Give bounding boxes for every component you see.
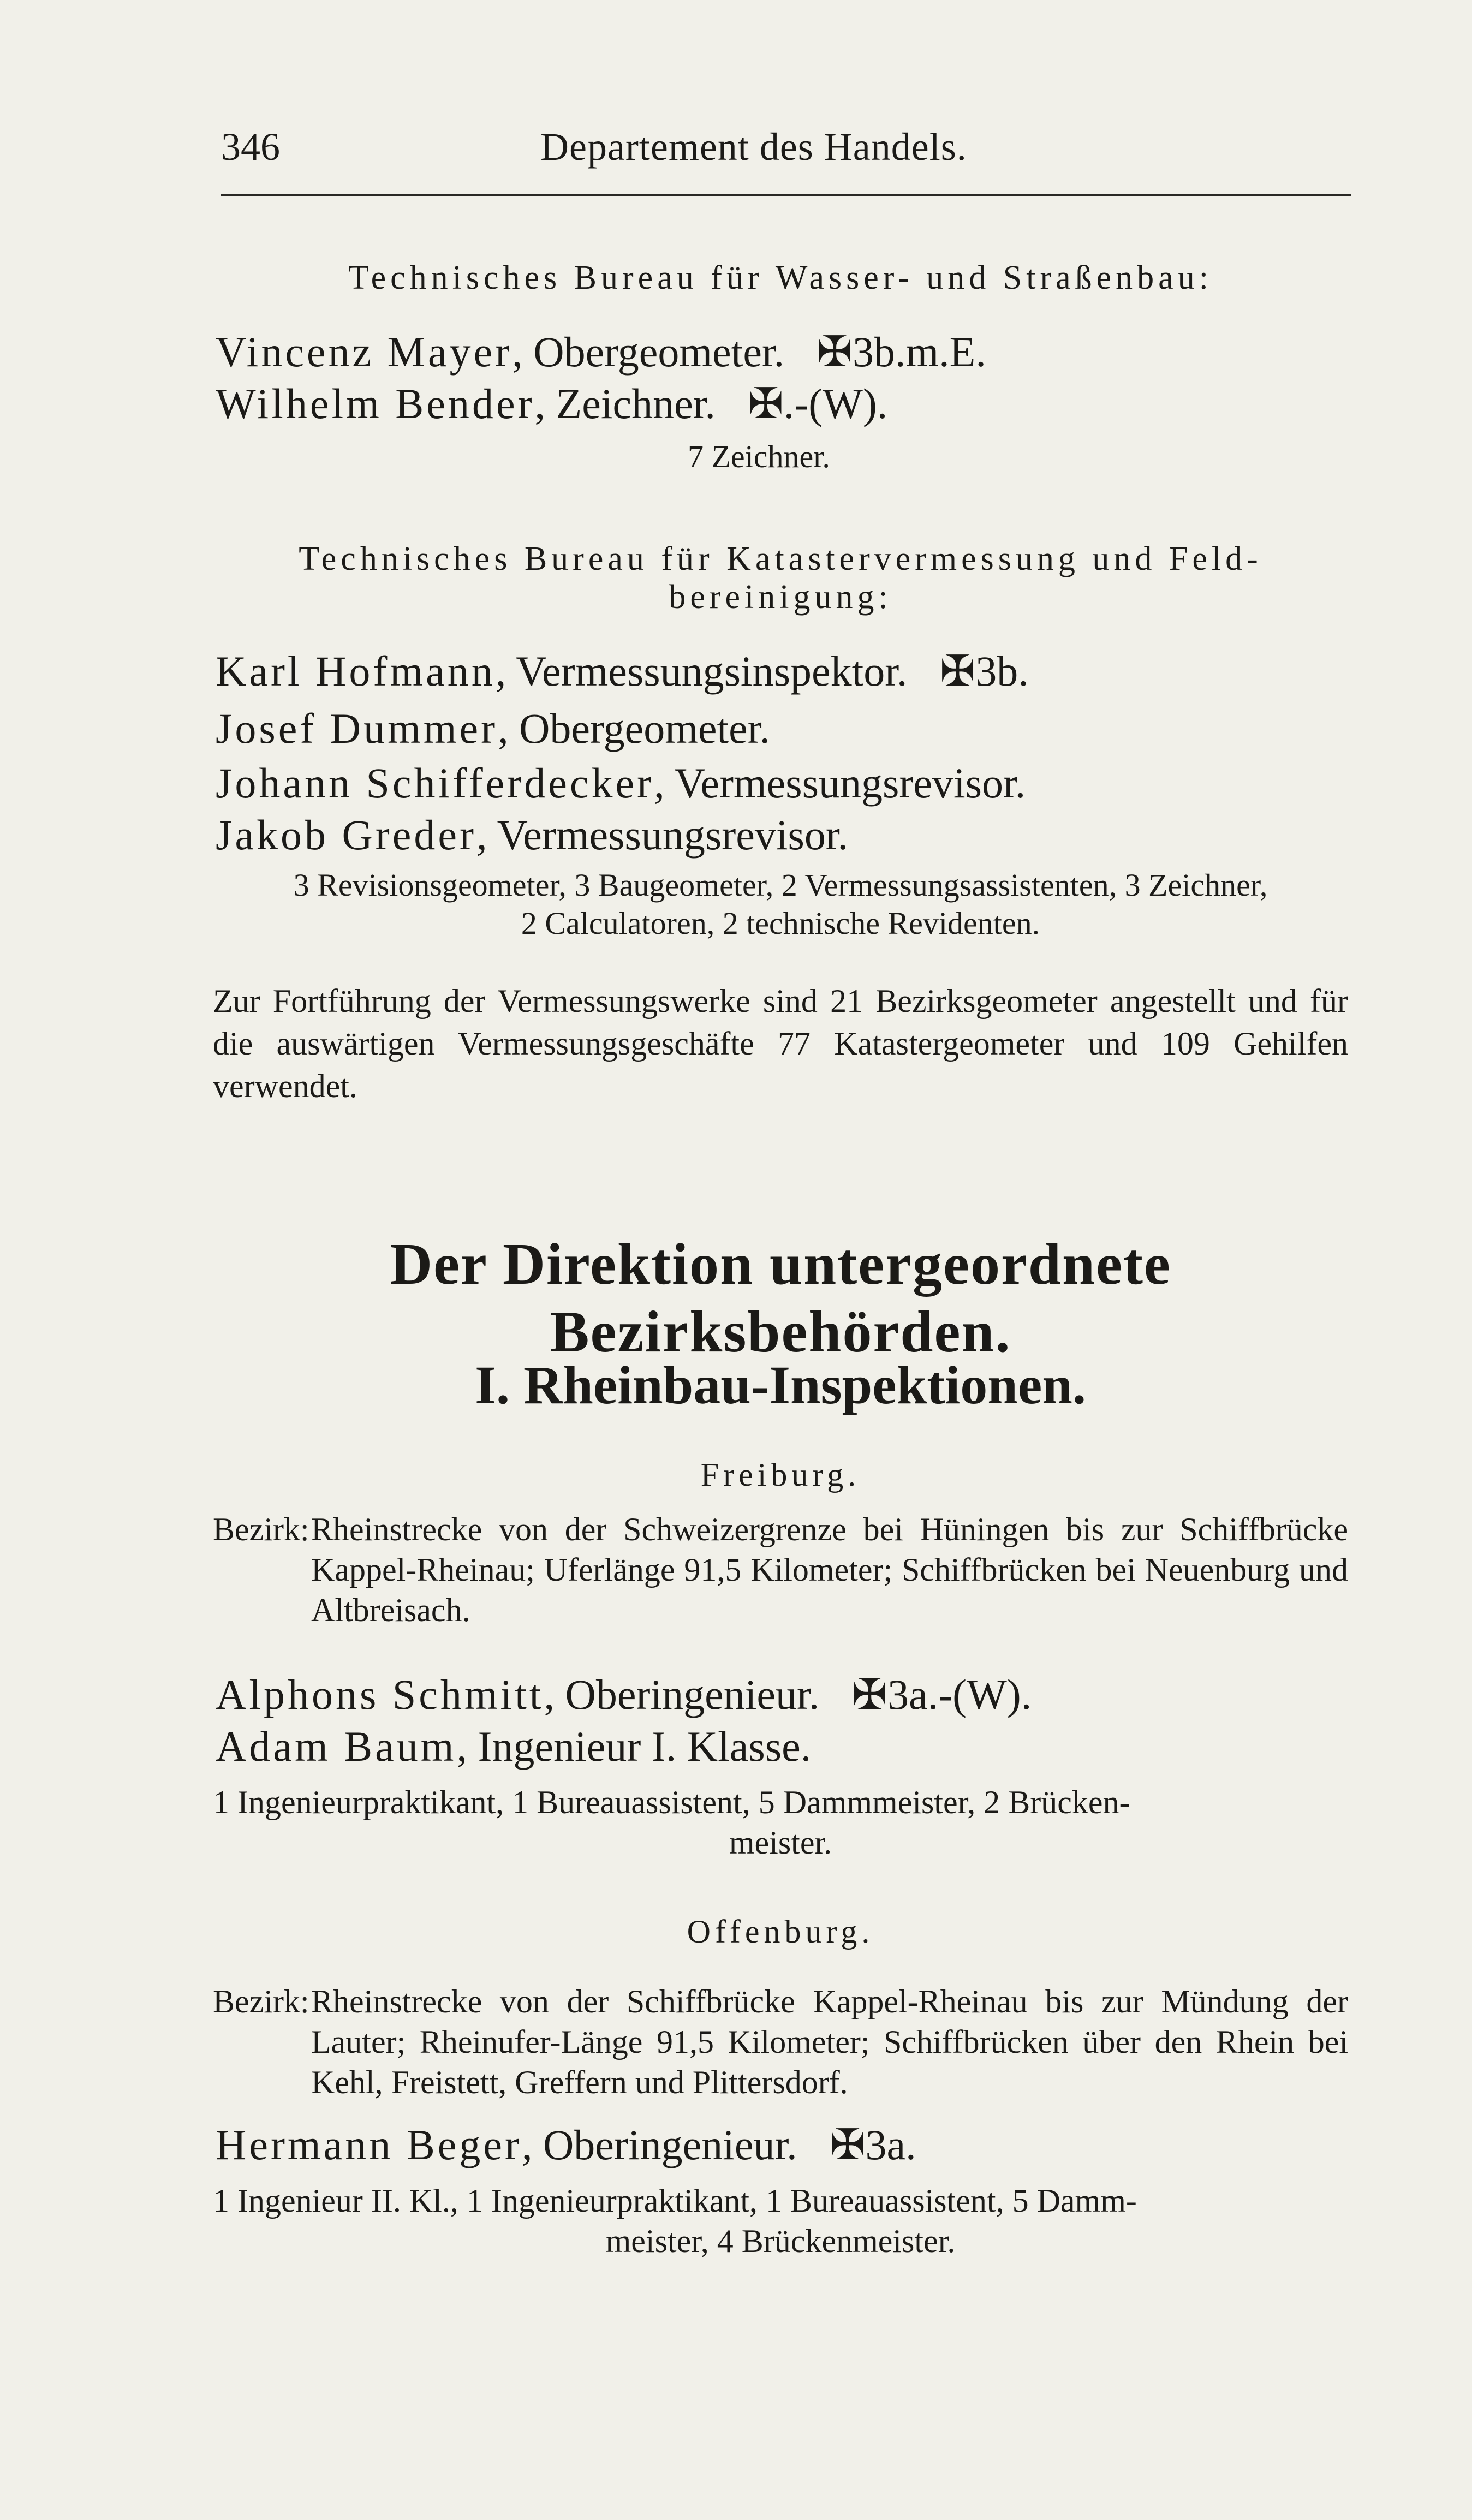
person-name: Vincenz Mayer	[216, 328, 512, 376]
person-title: , Oberingenieur.	[544, 1671, 820, 1718]
staff-list-line1: 3 Revisionsgeometer, 3 Baugeometer, 2 Vermessungsassistenten, 3 Zeichner,	[293, 867, 1268, 903]
subtitle: I. Rheinbau-Inspektionen.	[475, 1355, 1086, 1415]
decoration-label: ✠3a.-(W).	[851, 1671, 1032, 1718]
page-number: 346	[221, 125, 280, 169]
person-name: Alphons Schmitt	[216, 1671, 544, 1718]
staff-list	[213, 2181, 1348, 2261]
person-name: Adam Baum	[216, 1723, 457, 1770]
person-name: Johann Schifferdecker	[216, 759, 654, 807]
running-head: Departement des Handels.	[540, 125, 967, 169]
staff-list-line1: 1 Ingenieur II. Kl., 1 Ingenieurpraktikant, 1 Bureauassistent, 5 Damm-	[213, 2183, 1137, 2219]
bezirk-text: Rheinstrecke von der Schweizergrenze bei Hüningen bis zur Schiffbrücke Kappel-Rheinau; Uferlänge 91,5 Kilometer; Schiffbrücken bei Neuenburg und Altbreisach.	[311, 1511, 1348, 1628]
person-title: , Oberingenieur.	[521, 2121, 797, 2168]
decoration-label: ✠3b.m.E.	[817, 328, 986, 376]
person-title: , Obergeometer.	[512, 328, 785, 376]
person-title: , Zeichner.	[534, 380, 716, 427]
bezirk-label: Bezirk:	[213, 1983, 309, 2019]
place-heading-freiburg: Freiburg.	[700, 1457, 861, 1493]
person-entry	[216, 1667, 1032, 1722]
person-entry	[216, 701, 770, 756]
bezirk-label: Bezirk:	[213, 1511, 309, 1547]
decoration-label: ✠3a.	[830, 2121, 916, 2168]
paragraph-fortfuehrung: Zur Fortführung der Vermessungswerke sind 21 Bezirksgeometer angestellt und für die auswärtigen Vermessungsgeschäfte 77 Katastergeometer und 109 Gehilfen verwendet.	[213, 983, 1348, 1104]
main-title: Der Direktion untergeordnete Bezirksbehörden.	[390, 1232, 1171, 1365]
staff-list	[213, 1782, 1348, 1863]
person-title: , Vermessungsrevisor.	[476, 811, 849, 859]
bezirk-block	[213, 1981, 1348, 2102]
section-title-kataster-line1: Technisches Bureau für Katastervermessung und Feld-	[299, 540, 1262, 577]
staff-note: 7 Zeichner.	[688, 439, 830, 474]
person-name: Hermann Beger	[216, 2121, 522, 2168]
person-title: , Vermessungsrevisor.	[654, 759, 1026, 807]
person-name: Wilhelm Bender	[216, 380, 535, 427]
person-name: Karl Hofmann	[216, 647, 496, 695]
section-title-kataster-line2: bereinigung:	[669, 579, 892, 616]
bezirk-block	[213, 1509, 1348, 1630]
header-rule	[221, 194, 1351, 196]
person-title: , Ingenieur I. Klasse.	[456, 1723, 812, 1770]
person-title: , Vermessungsinspektor.	[495, 647, 908, 695]
bezirk-text: Rheinstrecke von der Schiffbrücke Kappel-Rheinau bis zur Mündung der Lauter; Rheinufer-Länge 91,5 Kilometer; Schiffbrücken über den Rhein bei Kehl, Freistett, Greffern und Plittersdorf.	[311, 1983, 1348, 2100]
person-entry	[216, 1719, 811, 1774]
place-heading-offenburg: Offenburg.	[687, 1914, 874, 1950]
person-entry	[216, 756, 1026, 811]
decoration-label: ✠.-(W).	[748, 380, 888, 427]
person-entry	[216, 377, 887, 431]
staff-list-line1: 1 Ingenieurpraktikant, 1 Bureauassistent, 5 Dammmeister, 2 Brücken-	[213, 1784, 1130, 1820]
decoration-label: ✠3b.	[939, 647, 1029, 695]
person-entry	[216, 644, 1029, 699]
staff-list-line2: meister.	[729, 1825, 832, 1861]
person-entry	[216, 808, 848, 862]
person-entry	[216, 325, 986, 379]
person-title: , Obergeometer.	[498, 705, 770, 752]
person-name: Josef Dummer	[216, 705, 498, 752]
staff-list-line2: meister, 4 Brückenmeister.	[605, 2223, 956, 2259]
person-name: Jakob Greder	[216, 811, 476, 859]
person-entry	[216, 2118, 916, 2172]
staff-list-line2: 2 Calculatoren, 2 technische Revidenten.	[521, 905, 1040, 941]
section-title-wasserbau: Technisches Bureau für Wasser- und Straßenbau:	[348, 259, 1213, 296]
